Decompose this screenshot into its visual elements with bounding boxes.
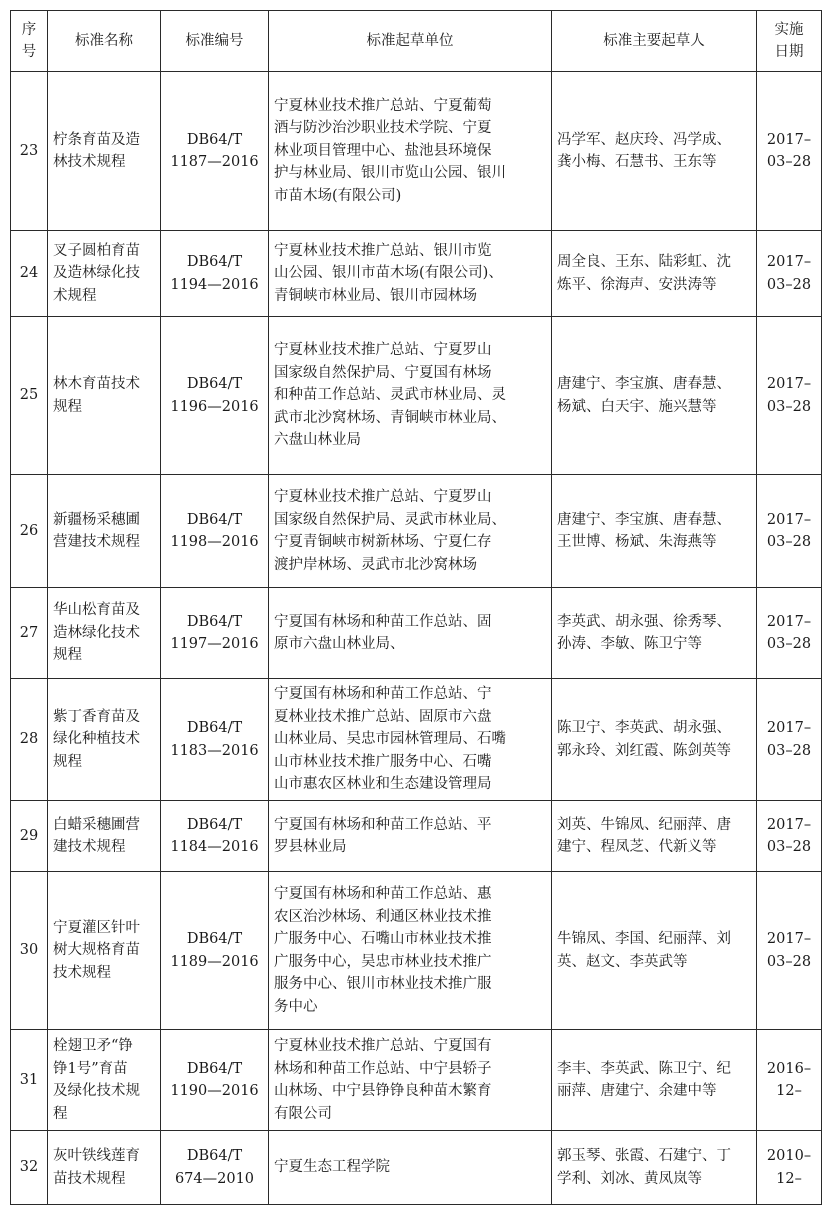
main-drafters: [552, 231, 757, 317]
drafting-unit-line: 酒与防沙治沙职业技术学院、宁夏: [274, 120, 492, 137]
standard-code: [161, 72, 269, 231]
implementation-date-line: 03–28: [766, 953, 812, 970]
standard-code-line: DB64/T: [186, 613, 243, 630]
drafting-unit: [269, 872, 552, 1030]
standard-name-line: 林木育苗技术: [53, 376, 140, 392]
drafting-unit: [269, 801, 552, 872]
standard-code-line: DB64/T: [186, 1060, 243, 1077]
implementation-date: [757, 317, 822, 475]
row-number: 27: [11, 588, 48, 679]
standard-name: [48, 679, 161, 801]
main-drafters: [552, 872, 757, 1030]
main-drafters-line: 王世博、杨斌、朱海燕等: [557, 534, 717, 550]
implementation-date-line: 2016–: [766, 1060, 812, 1077]
implementation-date-line: 2017–: [766, 720, 812, 736]
main-drafters-line: 周全良、王东、陆彩虹、沈: [557, 254, 731, 270]
standard-name-line: 灰叶铁线莲育: [53, 1148, 140, 1164]
standard-name-line: 绿化种植技术: [53, 731, 140, 748]
table-row: [11, 801, 822, 872]
row-number: 28: [11, 679, 48, 801]
standard-code: [161, 679, 269, 801]
standard-name-line: 规程: [53, 398, 82, 415]
standard-code-line: 1198—2016: [170, 534, 259, 550]
standard-code-line: 1189—2016: [170, 953, 259, 970]
table-row: [11, 679, 822, 801]
standard-code-line: DB64/T: [186, 511, 243, 528]
standard-name-line: 造林绿化技术: [53, 624, 140, 641]
implementation-date-line: 2017–: [766, 131, 812, 148]
row-number: 24: [11, 231, 48, 317]
standard-name: [48, 588, 161, 679]
implementation-date-line: 03–28: [766, 534, 812, 550]
drafting-unit-line: 山市林业技术推广服务中心、石嘴: [274, 753, 492, 770]
header-name: 标准名称: [48, 11, 161, 72]
implementation-date: [757, 801, 822, 872]
standard-name: [48, 231, 161, 317]
drafting-unit-line: 宁夏国有林场和种苗工作总站、平: [274, 816, 492, 833]
implementation-date-line: 03–28: [766, 742, 812, 759]
drafting-unit-line: 宁夏国有林场和种苗工作总站、惠: [274, 886, 492, 902]
main-drafters-line: 郭永玲、刘红霞、陈剑英等: [557, 742, 731, 759]
main-drafters: [552, 679, 757, 801]
drafting-unit-line: 宁夏国有林场和种苗工作总站、固: [274, 613, 492, 630]
main-drafters-line: 陈卫宁、李英武、胡永强、: [557, 720, 731, 736]
standard-name-line: 苗技术规程: [53, 1170, 126, 1187]
standard-code-line: DB64/T: [186, 254, 243, 270]
implementation-date: [757, 1131, 822, 1205]
drafting-unit-line: 宁夏林业技术推广总站、宁夏罗山: [274, 342, 492, 359]
drafting-unit-line: 宁夏林业技术推广总站、银川市览: [274, 242, 492, 259]
main-drafters: [552, 475, 757, 588]
drafting-unit-line: 林业项目管理中心、盐池县环境保: [274, 142, 492, 159]
main-drafters-line: 刘英、牛锦凤、纪丽萍、唐: [557, 816, 731, 833]
header-code: 标准编号: [161, 11, 269, 72]
standard-name: [48, 475, 161, 588]
drafting-unit-line: 有限公司: [274, 1105, 332, 1122]
implementation-date: [757, 679, 822, 801]
standard-name-line: 程: [53, 1105, 68, 1122]
standard-name-line: 华山松育苗及: [53, 602, 140, 619]
standard-code: [161, 801, 269, 872]
standard-code-line: 1194—2016: [170, 276, 259, 293]
drafting-unit-line: 和种苗工作总站、灵武市林业局、灵: [274, 387, 506, 404]
main-drafters-line: 建宁、程凤芝、代新义等: [557, 839, 717, 855]
row-number: 30: [11, 872, 48, 1030]
main-drafters-line: 杨斌、白天宇、施兴慧等: [557, 398, 717, 415]
standard-name-line: 规程: [53, 647, 82, 664]
main-drafters-line: 龚小梅、石慧书、王东等: [557, 154, 717, 170]
table-row: [11, 317, 822, 475]
implementation-date: [757, 231, 822, 317]
header-unit: 标准起草单位: [269, 11, 552, 72]
standard-name: [48, 872, 161, 1030]
drafting-unit-line: 宁夏林业技术推广总站、宁夏葡萄: [274, 97, 492, 114]
standard-name-line: 新疆杨采穗圃: [53, 511, 140, 528]
standard-name-line: 紫丁香育苗及: [53, 708, 140, 725]
standard-name-line: 规程: [53, 753, 82, 770]
header-date: 实施 日期: [757, 11, 822, 72]
header-num: 序 号: [11, 11, 48, 72]
standard-code-line: DB64/T: [186, 131, 243, 148]
implementation-date-line: 2017–: [766, 613, 812, 630]
drafting-unit-line: 广服务中心、石嘴山市林业技术推: [274, 931, 492, 947]
row-number: 25: [11, 317, 48, 475]
drafting-unit: [269, 588, 552, 679]
standard-code-line: 1187—2016: [170, 154, 259, 170]
standard-code-line: DB64/T: [186, 720, 243, 736]
drafting-unit-line: 服务中心、银川市林业技术推广服: [274, 976, 492, 992]
implementation-date-line: 03–28: [766, 636, 812, 652]
implementation-date-line: 2017–: [766, 254, 812, 270]
table-row: [11, 475, 822, 588]
main-drafters-line: 李丰、李英武、陈卫宁、纪: [557, 1060, 731, 1077]
standards-table: [10, 10, 822, 1205]
implementation-date-line: 2017–: [766, 931, 812, 947]
implementation-date: [757, 1030, 822, 1131]
row-number: 32: [11, 1131, 48, 1205]
standard-name-line: 林技术规程: [53, 154, 126, 170]
drafting-unit-line: 原市六盘山林业局、: [274, 636, 405, 652]
implementation-date-line: 03–28: [766, 154, 812, 170]
main-drafters: [552, 1030, 757, 1131]
drafting-unit: [269, 317, 552, 475]
row-number: 23: [11, 72, 48, 231]
drafting-unit-line: 山公园、银川市苗木场(有限公司)、: [274, 265, 503, 282]
drafting-unit: [269, 475, 552, 588]
standard-code: [161, 475, 269, 588]
table-row: [11, 1131, 822, 1205]
standard-name: [48, 801, 161, 872]
standard-code: [161, 588, 269, 679]
standard-name: [48, 72, 161, 231]
drafting-unit-line: 宁夏林业技术推广总站、宁夏罗山: [274, 489, 492, 505]
drafting-unit-line: 国家级自然保护局、宁夏国有林场: [274, 364, 492, 381]
main-drafters-line: 孙涛、李敏、陈卫宁等: [557, 636, 702, 652]
drafting-unit-line: 武市北沙窝林场、青铜峡市林业局、: [274, 409, 506, 426]
standard-code-line: 1190—2016: [170, 1083, 259, 1099]
standard-name-line: 及绿化技术规: [53, 1083, 140, 1099]
drafting-unit-line: 渡护岸林场、灵武市北沙窝林场: [274, 556, 477, 573]
standard-code-line: 1196—2016: [170, 398, 259, 415]
main-drafters-line: 李英武、胡永强、徐秀琴、: [557, 613, 731, 630]
drafting-unit-line: 罗县林业局: [274, 839, 347, 855]
standard-code: [161, 872, 269, 1030]
standard-name-line: 栓翅卫矛“铮: [53, 1038, 133, 1054]
drafting-unit-line: 林场和种苗工作总站、中宁县轿子: [274, 1060, 492, 1077]
standard-name-line: 技术规程: [53, 964, 111, 981]
implementation-date-line: 12–: [776, 1170, 802, 1187]
header-row: [11, 11, 822, 72]
table-row: [11, 72, 822, 231]
implementation-date-line: 2017–: [766, 511, 812, 528]
drafting-unit-line: 宁夏林业技术推广总站、宁夏国有: [274, 1038, 492, 1054]
drafting-unit-line: 护与林业局、银川市览山公园、银川: [274, 165, 506, 182]
drafting-unit-line: 山林业局、吴忠市园林管理局、石嘴: [274, 731, 506, 748]
table-row: [11, 872, 822, 1030]
row-number: 31: [11, 1030, 48, 1131]
implementation-date: [757, 588, 822, 679]
drafting-unit-line: 山林场、中宁县铮铮良种苗木繁育: [274, 1083, 492, 1099]
drafting-unit: [269, 679, 552, 801]
drafting-unit-line: 市苗木场(有限公司): [274, 187, 402, 204]
standard-name-line: 建技术规程: [53, 839, 126, 855]
drafting-unit-line: 夏林业技术推广总站、固原市六盘: [274, 708, 492, 725]
standard-name: [48, 317, 161, 475]
implementation-date-line: 2017–: [766, 376, 812, 392]
standard-code: [161, 1131, 269, 1205]
table-row: [11, 1030, 822, 1131]
drafting-unit-line: 宁夏生态工程学院: [274, 1159, 390, 1176]
standard-name-line: 白蜡采穗圃营: [53, 816, 140, 833]
main-drafters-line: 英、赵文、李英武等: [557, 953, 688, 970]
standard-code: [161, 1030, 269, 1131]
implementation-date: [757, 475, 822, 588]
standard-code-line: DB64/T: [186, 1148, 243, 1164]
main-drafters-line: 炼平、徐海声、安洪涛等: [557, 276, 717, 293]
main-drafters-line: 郭玉琴、张霞、石建宁、丁: [557, 1148, 731, 1164]
standard-code-line: 1183—2016: [170, 742, 259, 759]
drafting-unit-line: 山市惠农区林业和生态建设管理局: [274, 776, 492, 793]
implementation-date-line: 03–28: [766, 839, 812, 855]
standard-code-line: 674—2010: [174, 1170, 255, 1187]
drafting-unit: [269, 231, 552, 317]
standard-code-line: DB64/T: [186, 816, 243, 833]
standard-name-line: 营建技术规程: [53, 534, 140, 550]
drafting-unit-line: 六盘山林业局: [274, 432, 361, 449]
row-number: 26: [11, 475, 48, 588]
implementation-date-line: 2010–: [766, 1148, 812, 1164]
header-people: 标准主要起草人: [552, 11, 757, 72]
main-drafters-line: 唐建宁、李宝旗、唐春慧、: [557, 376, 731, 392]
implementation-date: [757, 72, 822, 231]
drafting-unit: [269, 1030, 552, 1131]
standard-name: [48, 1131, 161, 1205]
implementation-date-line: 12–: [776, 1083, 802, 1099]
standard-name-line: 叉子圆柏育苗: [53, 242, 140, 259]
drafting-unit-line: 国家级自然保护局、灵武市林业局、: [274, 511, 506, 528]
drafting-unit-line: 青铜峡市林业局、银川市园林场: [274, 287, 477, 304]
drafting-unit-line: 宁夏国有林场和种苗工作总站、宁: [274, 686, 492, 703]
drafting-unit-line: 农区治沙林场、利通区林业技术推: [274, 908, 492, 925]
standard-name-line: 铮1号”育苗: [53, 1060, 128, 1077]
implementation-date: [757, 872, 822, 1030]
standard-name-line: 术规程: [53, 287, 97, 304]
main-drafters: [552, 72, 757, 231]
row-number: 29: [11, 801, 48, 872]
drafting-unit-line: 务中心: [274, 998, 318, 1015]
drafting-unit-line: 广服务中心，吴忠市林业技术推广: [274, 953, 492, 970]
main-drafters: [552, 1131, 757, 1205]
main-drafters-line: 丽萍、唐建宁、余建中等: [557, 1083, 717, 1099]
standard-name-line: 柠条育苗及造: [53, 131, 140, 148]
main-drafters: [552, 588, 757, 679]
implementation-date-line: 03–28: [766, 398, 812, 415]
standard-code-line: DB64/T: [186, 931, 243, 947]
table-row: [11, 231, 822, 317]
standard-code-line: DB64/T: [186, 376, 243, 392]
standard-name-line: 及造林绿化技: [53, 265, 140, 282]
standard-name-line: 宁夏灌区针叶: [53, 919, 140, 936]
drafting-unit-line: 宁夏青铜峡市树新林场、宁夏仁存: [274, 534, 492, 550]
implementation-date-line: 2017–: [766, 816, 812, 833]
main-drafters-line: 唐建宁、李宝旗、唐春慧、: [557, 511, 731, 528]
main-drafters-line: 牛锦凤、李国、纪丽萍、刘: [557, 931, 731, 947]
main-drafters: [552, 317, 757, 475]
standard-name: [48, 1030, 161, 1131]
drafting-unit: [269, 1131, 552, 1205]
implementation-date-line: 03–28: [766, 276, 812, 293]
main-drafters: [552, 801, 757, 872]
main-drafters-line: 学利、刘冰、黄凤岚等: [557, 1170, 702, 1187]
standard-code-line: 1197—2016: [170, 636, 259, 652]
standard-code: [161, 231, 269, 317]
table-row: [11, 588, 822, 679]
standard-name-line: 树大规格育苗: [53, 942, 140, 959]
main-drafters-line: 冯学军、赵庆玲、冯学成、: [557, 131, 731, 148]
standard-code: [161, 317, 269, 475]
drafting-unit: [269, 72, 552, 231]
standard-code-line: 1184—2016: [170, 839, 259, 855]
